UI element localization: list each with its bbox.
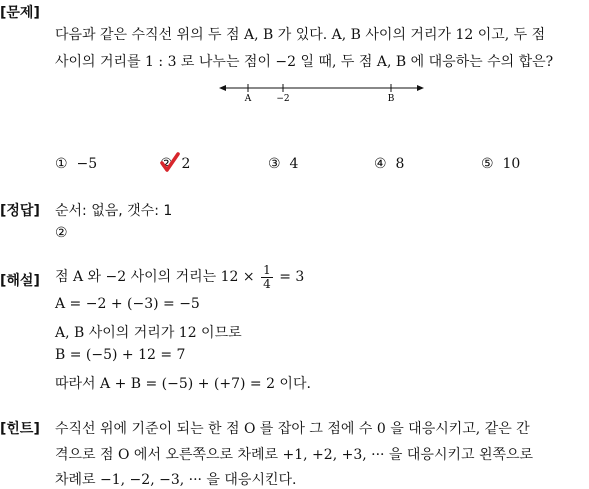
solution-line-1-prefix: 점 A 와 −2 사이의 거리는 12 × bbox=[55, 269, 255, 285]
choice-2[interactable] bbox=[160, 156, 190, 172]
problem-line-1: 다음과 같은 수직선 위의 두 점 A, B 가 있다. A, B 사이의 거리가 12 이고, 두 점 bbox=[55, 27, 546, 43]
fraction-denominator: 4 bbox=[263, 276, 271, 291]
hint-tag: [힌트] bbox=[0, 421, 40, 437]
choice-4[interactable] bbox=[374, 156, 404, 172]
solution-line-3: A, B 사이의 거리가 12 이므로 bbox=[55, 325, 242, 341]
solution-line-1-suffix: = 3 bbox=[279, 269, 305, 285]
choice-2-number: ② bbox=[160, 156, 173, 172]
left-arrow-icon bbox=[219, 85, 226, 91]
choice-2-value: 2 bbox=[181, 156, 191, 172]
fraction-numerator: 1 bbox=[263, 262, 271, 277]
choice-5-value: 10 bbox=[502, 156, 521, 172]
answer-tag: [정답] bbox=[0, 203, 40, 219]
choice-4-value: 8 bbox=[395, 156, 405, 172]
choice-1[interactable] bbox=[55, 156, 97, 172]
answer-line-1: 순서: 없음, 갯수: 1 bbox=[55, 203, 173, 219]
label-b: B bbox=[387, 94, 395, 104]
answer-line-2: ② bbox=[55, 225, 68, 241]
problem-line-2: 사이의 거리를 1 : 3 로 나누는 점이 −2 일 때, 두 점 A, B 에 대응하는 수의 합은? bbox=[55, 54, 554, 70]
solution-line-4: B = (−5) + 12 = 7 bbox=[55, 347, 186, 363]
solution-tag: [해설] bbox=[0, 273, 40, 289]
check-mark-icon bbox=[159, 151, 181, 175]
choice-4-number: ④ bbox=[374, 156, 387, 172]
solution-line-2: A = −2 + (−3) = −5 bbox=[55, 296, 200, 312]
hint-line-2: 격으로 점 O 에서 오른쪽으로 차례로 +1, +2, +3, ··· 을 대응시키고 왼쪽으로 bbox=[55, 447, 534, 463]
choice-5[interactable] bbox=[481, 156, 520, 172]
hint-line-3: 차례로 −1, −2, −3, ··· 을 대응시킨다. bbox=[55, 472, 297, 488]
label-a: A bbox=[244, 94, 252, 104]
choice-3-value: 4 bbox=[289, 156, 299, 172]
hint-line-1: 수직선 위에 기준이 되는 한 점 O 를 잡아 그 점에 수 0 을 대응시키고, 같은 간 bbox=[55, 421, 530, 437]
choice-5-number: ⑤ bbox=[481, 156, 494, 172]
number-line bbox=[215, 80, 430, 106]
solution-line-5: 따라서 A + B = (−5) + (+7) = 2 이다. bbox=[55, 376, 311, 392]
choice-1-value: −5 bbox=[76, 156, 98, 172]
fraction bbox=[261, 264, 273, 291]
right-arrow-icon bbox=[417, 85, 424, 91]
choice-3-number: ③ bbox=[268, 156, 281, 172]
label-mid: −2 bbox=[276, 94, 290, 104]
choice-3[interactable] bbox=[268, 156, 298, 172]
solution-line-1 bbox=[55, 262, 304, 292]
problem-tag: [문제] bbox=[0, 5, 40, 21]
choice-1-number: ① bbox=[55, 156, 68, 172]
